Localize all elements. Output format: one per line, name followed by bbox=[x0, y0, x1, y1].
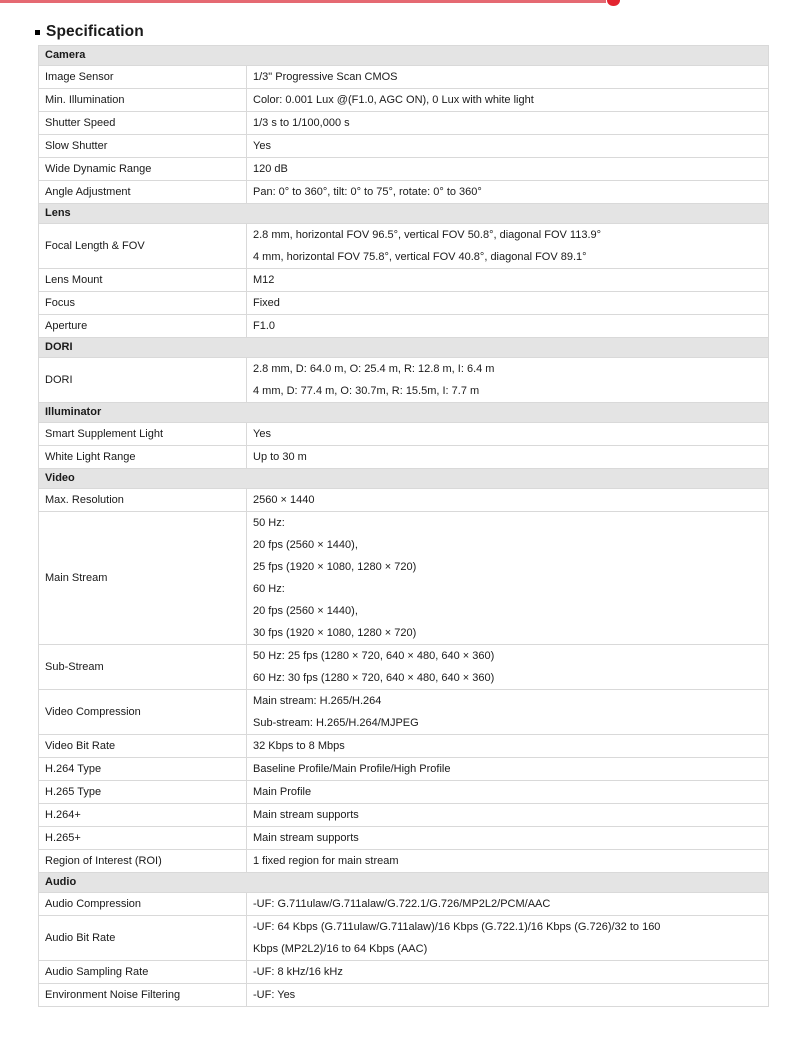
spec-value-line: Main stream supports bbox=[253, 832, 359, 844]
spec-row bbox=[39, 892, 768, 915]
spec-value bbox=[247, 269, 768, 291]
spec-value bbox=[247, 358, 768, 402]
spec-row bbox=[39, 915, 768, 960]
spec-label: Sub-Stream bbox=[39, 645, 247, 689]
spec-value-line: 60 Hz: 30 fps (1280 × 720, 640 × 480, 640 × 360) bbox=[253, 672, 495, 684]
section-header-lens: Lens bbox=[39, 203, 768, 223]
spec-value-line: 2560 × 1440 bbox=[253, 494, 315, 506]
spec-value bbox=[247, 181, 768, 203]
page-title bbox=[35, 22, 769, 42]
spec-value bbox=[247, 315, 768, 337]
spec-value bbox=[247, 804, 768, 826]
spec-value bbox=[247, 781, 768, 803]
spec-value bbox=[247, 827, 768, 849]
spec-value bbox=[247, 735, 768, 757]
spec-label: Main Stream bbox=[39, 512, 247, 644]
spec-value bbox=[247, 423, 768, 445]
spec-value-line: Fixed bbox=[253, 297, 280, 309]
spec-value-line: Kbps (MP2L2)/16 to 64 Kbps (AAC) bbox=[253, 943, 428, 955]
spec-value bbox=[247, 446, 768, 468]
spec-value-line: 4 mm, horizontal FOV 75.8°, vertical FOV 40.8°, diagonal FOV 89.1° bbox=[253, 251, 587, 263]
section-header-video: Video bbox=[39, 468, 768, 488]
spec-row bbox=[39, 357, 768, 402]
spec-label: Aperture bbox=[39, 315, 247, 337]
spec-row bbox=[39, 826, 768, 849]
spec-row bbox=[39, 803, 768, 826]
spec-value-line: 120 dB bbox=[253, 163, 288, 175]
spec-label: Focal Length & FOV bbox=[39, 224, 247, 268]
spec-value-line: Main stream supports bbox=[253, 809, 359, 821]
spec-value-line: Main Profile bbox=[253, 786, 312, 798]
spec-label: Slow Shutter bbox=[39, 135, 247, 157]
spec-value-line: 2.8 mm, D: 64.0 m, O: 25.4 m, R: 12.8 m, I: 6.4 m bbox=[253, 363, 495, 375]
spec-value bbox=[247, 758, 768, 780]
spec-value-line: Color: 0.001 Lux @(F1.0, AGC ON), 0 Lux with white light bbox=[253, 94, 534, 106]
top-red-line bbox=[0, 0, 606, 3]
spec-value-line: 60 Hz: bbox=[253, 583, 285, 595]
spec-row bbox=[39, 644, 768, 689]
spec-value-line: Yes bbox=[253, 140, 271, 152]
document-page bbox=[38, 22, 769, 1007]
spec-row bbox=[39, 65, 768, 88]
spec-label: Video Compression bbox=[39, 690, 247, 734]
spec-row bbox=[39, 689, 768, 734]
spec-label: Shutter Speed bbox=[39, 112, 247, 134]
spec-row bbox=[39, 268, 768, 291]
spec-value-line: 30 fps (1920 × 1080, 1280 × 720) bbox=[253, 627, 417, 639]
spec-row bbox=[39, 757, 768, 780]
page-title-text: Specification bbox=[46, 23, 144, 40]
spec-row bbox=[39, 488, 768, 511]
spec-label: Environment Noise Filtering bbox=[39, 984, 247, 1006]
spec-value bbox=[247, 89, 768, 111]
spec-value bbox=[247, 645, 768, 689]
spec-value-line: Up to 30 m bbox=[253, 451, 307, 463]
spec-value bbox=[247, 916, 768, 960]
spec-label: Lens Mount bbox=[39, 269, 247, 291]
spec-label: Image Sensor bbox=[39, 66, 247, 88]
spec-value-line: -UF: Yes bbox=[253, 989, 296, 1001]
spec-row bbox=[39, 223, 768, 268]
square-bullet-icon bbox=[35, 30, 40, 35]
spec-value bbox=[247, 158, 768, 180]
spec-label: Min. Illumination bbox=[39, 89, 247, 111]
spec-value-line: 32 Kbps to 8 Mbps bbox=[253, 740, 345, 752]
spec-row bbox=[39, 88, 768, 111]
spec-value-line: 50 Hz: 25 fps (1280 × 720, 640 × 480, 640 × 360) bbox=[253, 650, 495, 662]
spec-label: Angle Adjustment bbox=[39, 181, 247, 203]
spec-label: Region of Interest (ROI) bbox=[39, 850, 247, 872]
spec-value-line: Yes bbox=[253, 428, 271, 440]
spec-value-line: -UF: G.711ulaw/G.711alaw/G.722.1/G.726/MP2L2/PCM/AAC bbox=[253, 898, 551, 910]
spec-value-line: 4 mm, D: 77.4 m, O: 30.7m, R: 15.5m, I: 7.7 m bbox=[253, 385, 480, 397]
spec-value bbox=[247, 489, 768, 511]
spec-value-line: 1 fixed region for main stream bbox=[253, 855, 399, 867]
spec-row bbox=[39, 983, 768, 1006]
section-header-dori: DORI bbox=[39, 337, 768, 357]
spec-label: Audio Sampling Rate bbox=[39, 961, 247, 983]
spec-value bbox=[247, 66, 768, 88]
spec-label: Smart Supplement Light bbox=[39, 423, 247, 445]
spec-label: H.264 Type bbox=[39, 758, 247, 780]
spec-label: Audio Bit Rate bbox=[39, 916, 247, 960]
spec-value-line: F1.0 bbox=[253, 320, 276, 332]
spec-value-line: Pan: 0° to 360°, tilt: 0° to 75°, rotate: 0° to 360° bbox=[253, 186, 482, 198]
spec-value bbox=[247, 512, 768, 644]
spec-label: DORI bbox=[39, 358, 247, 402]
spec-row bbox=[39, 134, 768, 157]
spec-row bbox=[39, 422, 768, 445]
spec-label: Audio Compression bbox=[39, 893, 247, 915]
spec-value-line: 2.8 mm, horizontal FOV 96.5°, vertical FOV 50.8°, diagonal FOV 113.9° bbox=[253, 229, 602, 241]
spec-value bbox=[247, 112, 768, 134]
spec-value-line: -UF: 64 Kbps (G.711ulaw/G.711alaw)/16 Kbps (G.722.1)/16 Kbps (G.726)/32 to 160 bbox=[253, 921, 661, 933]
spec-row bbox=[39, 849, 768, 872]
spec-row bbox=[39, 734, 768, 757]
spec-value-line: Main stream: H.265/H.264 bbox=[253, 695, 382, 707]
spec-value bbox=[247, 961, 768, 983]
spec-value-line: 50 Hz: bbox=[253, 517, 285, 529]
spec-value-line: 20 fps (2560 × 1440), bbox=[253, 605, 358, 617]
spec-value-line: 20 fps (2560 × 1440), bbox=[253, 539, 358, 551]
spec-value-line: -UF: 8 kHz/16 kHz bbox=[253, 966, 343, 978]
spec-label: Focus bbox=[39, 292, 247, 314]
spec-label: H.264+ bbox=[39, 804, 247, 826]
spec-label: H.265 Type bbox=[39, 781, 247, 803]
section-header-illuminator: Illuminator bbox=[39, 402, 768, 422]
spec-value-line: 1/3" Progressive Scan CMOS bbox=[253, 71, 398, 83]
spec-row bbox=[39, 960, 768, 983]
spec-row bbox=[39, 180, 768, 203]
spec-row bbox=[39, 314, 768, 337]
spec-label: Max. Resolution bbox=[39, 489, 247, 511]
spec-label: H.265+ bbox=[39, 827, 247, 849]
spec-row bbox=[39, 780, 768, 803]
spec-value-line: 25 fps (1920 × 1080, 1280 × 720) bbox=[253, 561, 417, 573]
spec-row bbox=[39, 111, 768, 134]
spec-value-line: M12 bbox=[253, 274, 275, 286]
spec-row bbox=[39, 291, 768, 314]
spec-value bbox=[247, 850, 768, 872]
spec-table bbox=[38, 45, 769, 1007]
spec-value bbox=[247, 135, 768, 157]
spec-value bbox=[247, 893, 768, 915]
spec-row bbox=[39, 157, 768, 180]
spec-value bbox=[247, 690, 768, 734]
spec-value bbox=[247, 984, 768, 1006]
spec-value-line: Sub-stream: H.265/H.264/MJPEG bbox=[253, 717, 419, 729]
spec-row bbox=[39, 511, 768, 644]
logo-red-dot-icon bbox=[607, 0, 620, 6]
spec-value bbox=[247, 292, 768, 314]
spec-value-line: Baseline Profile/Main Profile/High Profile bbox=[253, 763, 451, 775]
section-header-audio: Audio bbox=[39, 872, 768, 892]
spec-label: Video Bit Rate bbox=[39, 735, 247, 757]
spec-label: White Light Range bbox=[39, 446, 247, 468]
spec-value-line: 1/3 s to 1/100,000 s bbox=[253, 117, 350, 129]
spec-value bbox=[247, 224, 768, 268]
spec-label: Wide Dynamic Range bbox=[39, 158, 247, 180]
section-header-camera: Camera bbox=[39, 46, 768, 65]
spec-row bbox=[39, 445, 768, 468]
